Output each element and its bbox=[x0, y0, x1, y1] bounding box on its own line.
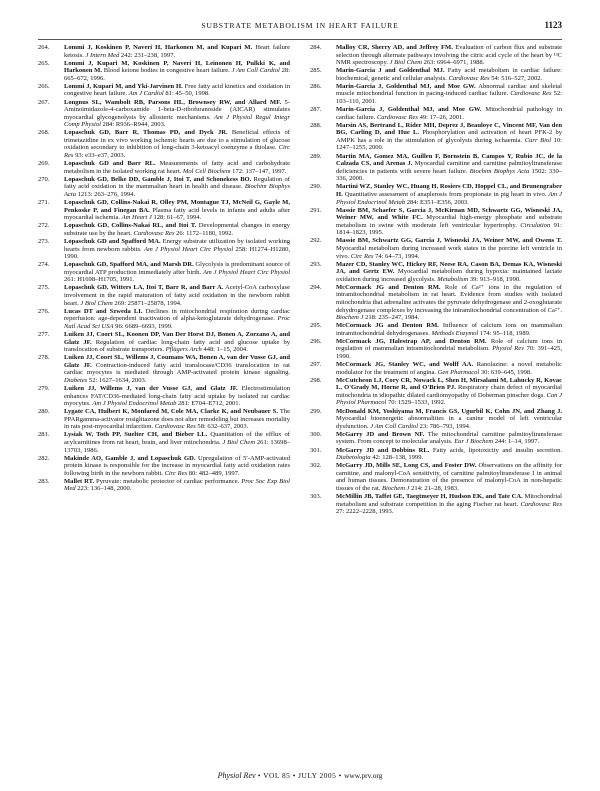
reference-journal: Pflügers Arch bbox=[165, 346, 202, 354]
reference-journal: Eur J Biochem bbox=[454, 438, 494, 446]
reference-title: Acetyl-CoA carboxylase involvement in the rapid maturation of fatty acid oxidation in the newborn rabbit heart. bbox=[64, 284, 290, 307]
reference-citation: 74: 64–73, 1994. bbox=[373, 252, 420, 260]
reference-title: 5-Aminoimidazole-4-carboxamide 1-beta-D-ribofuranoside (AICAR) stimulates myocardial glycogenolysis by allosteric mechanisms. bbox=[64, 98, 290, 121]
reference-citation: 174: 95–118, 1989. bbox=[478, 329, 531, 337]
reference-citation: 1502: 330–336, 2000. bbox=[336, 167, 563, 183]
reference-title: Myocardial high-energy phosphate and substrate metabolism in swine with moderate left ventricular hypertrophy. bbox=[336, 214, 562, 229]
reference-authors: Massie BM, Schwartz GG, Garcia J, Wisneski JA, Weiner MW, and Owens T. bbox=[336, 237, 562, 245]
reference-entry bbox=[38, 199, 290, 222]
reference-number: 299. bbox=[310, 407, 322, 415]
reference-authors: Mazer CD, Stanley WC, Hickey RF, Neese RA, Cason BA, Demas KA, Wisneski JA, and Gertz EW. bbox=[336, 260, 562, 276]
reference-journal: Physiol Rev bbox=[492, 345, 525, 353]
reference-number: 270. bbox=[38, 175, 50, 183]
reference-entry bbox=[310, 322, 562, 337]
reference-citation: 448: 1–15, 2004. bbox=[201, 346, 248, 354]
reference-number: 290. bbox=[310, 183, 322, 191]
reference-entry bbox=[310, 261, 562, 284]
reference-title: Blood ketone bodies in congestive heart failure. bbox=[101, 67, 232, 75]
reference-authors: Mallet RT. bbox=[64, 477, 95, 485]
reference-entry bbox=[38, 99, 290, 129]
reference-title: Mitochondrial metabolism and substrate competition in the aging Fischer rat heart. bbox=[336, 493, 562, 508]
reference-entry bbox=[310, 408, 562, 431]
reference-title: Respiratory chain defect of myocardial mitochondria in idiopathic dilated cardiomyopathy of Doberman pinscher dogs. bbox=[336, 384, 562, 399]
reference-citation: 244: 1–14, 1997. bbox=[493, 438, 540, 446]
reference-entry bbox=[310, 207, 562, 237]
reference-entry bbox=[310, 153, 562, 183]
reference-authors: Marin-Garcia J, Goldenthal MJ, and Moe GW. bbox=[336, 106, 482, 114]
reference-journal: Am Heart J bbox=[121, 214, 152, 222]
reference-number: 294. bbox=[310, 283, 322, 291]
reference-entry bbox=[38, 83, 290, 98]
reference-number: 274. bbox=[38, 261, 50, 269]
reference-entry bbox=[310, 44, 562, 67]
reference-authors: Luiken JJ, Willems J, van der Vusse GJ, and Glatz JF. bbox=[64, 384, 238, 392]
reference-journal: Metabolism bbox=[437, 275, 469, 283]
page-number: 1123 bbox=[544, 20, 562, 30]
reference-authors: McCormack JG, Halestrap AP, and Denton RM. bbox=[336, 337, 487, 345]
reference-number: 291. bbox=[310, 206, 322, 214]
reference-citation: 91: 1814–1823, 1995. bbox=[336, 221, 562, 237]
reference-title: Pyruvate: metabolic protector of cardiac performance. bbox=[94, 477, 242, 485]
reference-journal: Cardiovasc Res bbox=[520, 500, 562, 508]
reference-number: 292. bbox=[310, 237, 322, 245]
reference-journal: Circulation bbox=[520, 221, 551, 229]
reference-authors: McCormack JG and Denton RM. bbox=[336, 322, 439, 330]
reference-title: Abnormal cardiac and skeletal muscle mitochondrial function in pacing-induced cardiac failure. bbox=[336, 82, 562, 98]
reference-number: 296. bbox=[310, 337, 322, 345]
reference-citation: 1213: 263–276, 1994. bbox=[76, 190, 136, 198]
reference-title: Plasma fatty acid levels in infants and adults after myocardial ischemia. bbox=[64, 206, 290, 222]
reference-citation: 52: 1627–1634, 2003. bbox=[87, 376, 147, 384]
reference-number: 287. bbox=[310, 106, 322, 114]
reference-citation: 23: 786–793, 1994. bbox=[418, 422, 471, 430]
reference-title: Beneficial effects of trimetazidine in ex vivo working ischemic hearts are due to a stimulation of glucose oxidation secondary to inhibition of long-chain 3-ketoacyl coenzyme a thiolase. bbox=[64, 129, 290, 152]
reference-entry bbox=[310, 377, 562, 407]
reference-title: The mitochondrial carnitine palmitoyltransferase system. From concept to molecular analysis. bbox=[336, 430, 563, 446]
reference-entry bbox=[38, 455, 290, 478]
reference-journal: Cardiovasc Res bbox=[133, 229, 175, 237]
reference-journal: Biochem J bbox=[336, 314, 364, 322]
reference-title: Regulation of fatty acid oxidation in the mammalian heart in health and disease. bbox=[64, 175, 290, 191]
reference-authors: Marin-Garcia J and Goldenthal MJ. bbox=[336, 67, 445, 75]
reference-number: 300. bbox=[310, 430, 322, 438]
reference-number: 280. bbox=[38, 408, 50, 416]
reference-citation: 261: 13698–13703, 1986. bbox=[64, 438, 290, 454]
reference-authors: McMillin JB, Taffet GE, Taegtmeyer H, Hudson EK, and Tate CA. bbox=[336, 493, 523, 500]
reference-number: 272. bbox=[38, 222, 50, 230]
reference-number: 279. bbox=[38, 384, 50, 392]
reference-citation: 96: 6689–6693, 1999. bbox=[113, 322, 173, 330]
reference-journal: Am J Physiol Heart Circ Physiol bbox=[144, 245, 234, 253]
reference-title: Regulation of cardiac long-chain fatty acid and glucose uptake by translocation of substrate transporters. bbox=[64, 338, 290, 354]
reference-title: Influence of calcium ions on mammalian intramitochondrial dehydrogenases. bbox=[336, 322, 562, 337]
reference-journal: J Am Coll Cardiol bbox=[370, 422, 419, 430]
reference-journal: Biochim Biophys Acta bbox=[64, 183, 290, 198]
reference-authors: Massie BM, Schaefer S, Garcia J, McKirnan MD, Schwartz GG, Wisneski JA, Weiner MW, and White FC. bbox=[336, 206, 562, 222]
reference-citation: 218: 235–247, 1984. bbox=[363, 314, 420, 322]
reference-title: Measurements of fatty acid and carbohydrate metabolism in the isolated working rat heart. bbox=[64, 160, 290, 175]
reference-citation: 70: 391–425, 1990. bbox=[336, 345, 562, 360]
reference-entry bbox=[38, 284, 290, 307]
reference-title: Upregulation of 5′-AMP-activated protein kinase is responsible for the increase in myocardial fatty acid oxidation rates following birth in the newborn rabbit. bbox=[64, 454, 290, 477]
reference-citation: 258: H1274–H1280, 1990. bbox=[64, 245, 290, 261]
reference-citation: 223: 136–148, 2000. bbox=[75, 485, 132, 493]
reference-journal: Methods Enzymol bbox=[431, 329, 479, 337]
reference-number: 267. bbox=[38, 98, 50, 106]
reference-citation: 27: 2222–2228, 1993. bbox=[336, 508, 394, 516]
reference-entry bbox=[310, 183, 562, 206]
reference-citation: 70: 1529–1533, 1992. bbox=[386, 399, 446, 407]
reference-entry bbox=[38, 431, 290, 454]
reference-journal: Curr Biol bbox=[524, 136, 552, 144]
reference-entry bbox=[38, 478, 290, 493]
reference-citation: 214: 21–28, 1983. bbox=[409, 484, 459, 492]
reference-authors: Lommi J, Kupari M, Koskinen P, Naveri H, Leinonen H, Pulkki K, and Harkonen M. bbox=[64, 59, 290, 75]
reference-citation: 128: 61–67, 1994. bbox=[151, 214, 202, 222]
footer-volume: • VOL 85 • JULY 2005 • bbox=[255, 771, 345, 780]
reference-entry bbox=[38, 331, 290, 354]
reference-title: Developmental changes in energy substrate use by the heart. bbox=[64, 222, 290, 237]
reference-number: 275. bbox=[38, 284, 50, 292]
reference-authors: Lopaschuk GD, Spafford MA, and Marsh DR. bbox=[64, 261, 194, 269]
reference-number: 295. bbox=[310, 322, 322, 330]
reference-title: Role of Ca²⁺ ions in the regulation of intramitochondrial metabolism in rat heart. Evidence from studies with isolated mitochondria that adrenaline activates the pyruvate dehydrogenase and 2-oxoglutarate dehydrogenase complexes by increasing the intramitochondrial concentration of Ca²⁺. bbox=[336, 283, 562, 314]
reference-number: 276. bbox=[38, 307, 50, 315]
page-header bbox=[0, 20, 600, 34]
reference-authors: Lopaschuk GD, Witters LA, Itoi T, Barr R, and Barr A. bbox=[64, 284, 224, 292]
reference-entry bbox=[310, 106, 562, 121]
reference-title: Glycolysis is predominant source of myocardial ATP production immediately after birth. bbox=[64, 261, 291, 276]
reference-entry bbox=[310, 431, 562, 446]
reference-authors: McGarry JD, Mills SE, Long CS, and Foster DW. bbox=[336, 462, 477, 470]
reference-citation: 81: 45–50, 1998. bbox=[163, 90, 210, 98]
reference-authors: Lommi J, Kupari M, and Yki-Jarvinen H. bbox=[64, 82, 183, 90]
reference-entry bbox=[38, 385, 290, 408]
reference-authors: Longnus SL, Wambolt RB, Parsons HL, Brownsey RW, and Allard MF. bbox=[64, 98, 282, 106]
reference-journal: Gen Pharmacol bbox=[437, 368, 480, 376]
reference-citation: 281: E704–E712, 2001. bbox=[176, 400, 241, 408]
reference-entry bbox=[310, 338, 562, 361]
reference-authors: Martini WZ, Stanley WC, Huang H, Rosiers CD, Hoppel CL, and Brunengraber H. bbox=[336, 183, 562, 198]
reference-number: 283. bbox=[38, 477, 50, 485]
reference-entry bbox=[310, 361, 562, 376]
reference-journal: Am J Physiol Endocrinol Metab bbox=[92, 400, 177, 408]
reference-number: 266. bbox=[38, 82, 50, 90]
reference-title: Phosphorylation and activation of heart PFK-2 by AMPK has a role in the stimulation of glycolysis during ischaemia. bbox=[336, 129, 562, 144]
reference-entry bbox=[38, 408, 290, 431]
reference-citation: 28: 665–672, 1996. bbox=[64, 67, 290, 82]
reference-citation: 269: 25871–25878, 1994. bbox=[112, 299, 182, 307]
reference-citation: 26: 1172–1180, 1992. bbox=[174, 229, 234, 237]
reference-number: 282. bbox=[38, 454, 50, 462]
reference-citation: 242: 231–238, 1997. bbox=[119, 51, 176, 59]
reference-number: 271. bbox=[38, 199, 50, 207]
reference-journal: Proc Soc Exp Biol Med bbox=[64, 477, 290, 493]
reference-entry bbox=[38, 308, 290, 331]
reference-authors: McCormack JG, Stanley WC, and Wolff AA. bbox=[336, 361, 474, 369]
reference-title: Contraction-induced fatty acid translocase/CD36 translocation in rat cardiac myocytes is mediated through AMP-activated protein kinase signaling. bbox=[64, 361, 290, 377]
reference-journal: J Biol Chem bbox=[389, 59, 422, 67]
reference-citation: 261: H1698–H1705, 1991. bbox=[64, 276, 135, 284]
reference-authors: McDonald KM, Yoshiyama M, Francis GS, Ugurbil K, Cohn JN, and Zhang J. bbox=[336, 407, 562, 415]
reference-journal: J Biol Chem bbox=[80, 299, 113, 307]
reference-entry bbox=[310, 284, 562, 322]
reference-citation: 263: 6964–6971, 1988. bbox=[421, 59, 485, 67]
reference-authors: Lopaschuk GD, Collins-Nakai R, Olley PM, Montague TJ, McNeil G, Gayle M, Penkoske P, and Finegan BA. bbox=[64, 199, 290, 214]
reference-journal: Can J Physiol Pharmacol bbox=[336, 391, 563, 407]
reference-title: Quantitation of the efflux of acylcarnitines from rat heart, brain, and liver mitochondria. bbox=[64, 431, 290, 446]
reference-entry bbox=[38, 160, 290, 175]
reference-title: Declines in mitochondrial respiration during cardiac reperfusion: age-dependent inactivation of alpha-ketoglutarate dehydrogenase. bbox=[64, 307, 290, 323]
reference-authors: McCutcheon LJ, Cory CR, Nowack L, Shen H, Mirsalami M, Lahucky R, Kovac L, O'Grady M, Horne R, and O'Brien PJ. bbox=[336, 376, 562, 392]
reference-title: Fatty acid metabolism in cardiac failure: biochemical, genetic and cellular analysis. bbox=[336, 67, 563, 82]
reference-citation: 39: 913–918, 1990. bbox=[468, 275, 521, 283]
reference-entry bbox=[310, 83, 562, 106]
reference-title: Free fatty acid kinetics and oxidation in congestive heart failure. bbox=[64, 82, 290, 98]
reference-journal: Proc Natl Acad Sci USA bbox=[64, 315, 290, 330]
reference-title: Energy substrate utilization by isolated working hearts from newborn rabbits. bbox=[64, 238, 291, 253]
reference-title: Fatty acids, lipotoxicity and insulin secretion. bbox=[429, 446, 562, 454]
reference-number: 288. bbox=[310, 121, 322, 129]
reference-authors: Lommi J, Koskinen P, Naveri H, Harkonen M, and Kupari M. bbox=[64, 44, 253, 51]
reference-number: 273. bbox=[38, 238, 50, 246]
reference-citation: 30: 639–645, 1998. bbox=[479, 368, 532, 376]
reference-title: Mitochondrial pathology in cardiac failure. bbox=[336, 106, 562, 121]
reference-authors: Lopaschuk GD, Barr R, Thomas PD, and Dyck JR. bbox=[64, 129, 228, 137]
reference-entry bbox=[38, 238, 290, 261]
reference-citation: 284: R936–R944, 2003. bbox=[100, 121, 166, 129]
reference-number: 277. bbox=[38, 330, 50, 338]
reference-entry bbox=[38, 261, 290, 284]
reference-column-left bbox=[38, 44, 290, 494]
reference-citation: 93: e33–e37, 2003. bbox=[73, 152, 126, 160]
running-head: SUBSTRATE METABOLISM IN HEART FAILURE bbox=[201, 21, 399, 30]
reference-title: Evaluation of carbon flux and substrate selection through alternate pathways involving the citric acid cycle of the heart by ¹³C NMR spectroscopy. bbox=[336, 44, 562, 67]
reference-authors: Lopaschuk GD, Collins-Nakai RL, and Itoi T. bbox=[64, 222, 197, 230]
reference-number: 278. bbox=[38, 354, 50, 362]
reference-title: Quantitative assessment of anaplerosis from propionate in pig heart in vivo. bbox=[342, 190, 549, 198]
reference-column-right bbox=[310, 44, 562, 516]
reference-entry bbox=[38, 354, 290, 384]
reference-authors: Lopaschuk GD and Barr RL. bbox=[64, 160, 156, 168]
reference-title: Electrostimulation enhances FAT/CD36-mediated long-chain fatty acid uptake by isolated rat cardiac myocytes. bbox=[64, 384, 290, 408]
reference-journal: Cardiovasc Res bbox=[154, 423, 196, 431]
reference-citation: 80: 482–489, 1997. bbox=[187, 469, 240, 477]
reference-entry bbox=[310, 122, 562, 152]
reference-citation: 42: 128–138, 1999. bbox=[370, 454, 424, 462]
reference-entry bbox=[310, 67, 562, 82]
reference-title: Myocardial metabolism during hypoxia: maintained lactate oxidation during increased glycolysis. bbox=[336, 268, 563, 283]
reference-title: Myocardial carnitine and carnitine palmitoyltransferase deficiencies in patients with severe heart failure. bbox=[336, 160, 562, 175]
reference-journal: Circ Res bbox=[350, 252, 374, 260]
header-rule bbox=[38, 39, 562, 40]
reference-authors: McCormack JG and Denton RM. bbox=[336, 283, 441, 291]
reference-authors: Makinde AO, Gamble J, and Lopaschuk GD. bbox=[64, 454, 196, 462]
footer-journal: Physiol Rev bbox=[217, 771, 256, 780]
reference-authors: Malloy CR, Sherry AD, and Jeffrey FM. bbox=[336, 44, 453, 51]
reference-title: Myocardial bioenergetic abnormalities in a canine model of left ventricular dysfunction. bbox=[336, 415, 562, 430]
reference-entry bbox=[38, 222, 290, 237]
reference-number: 265. bbox=[38, 59, 50, 67]
reference-journal: Circ Res bbox=[164, 469, 188, 477]
reference-number: 303. bbox=[310, 493, 322, 500]
reference-journal: Mol Cell Biochem bbox=[182, 167, 231, 175]
reference-citation: 54: 516–527, 2002. bbox=[489, 74, 543, 82]
reference-title: Role of calcium ions in regulation of mammalian intramitochondrial metabolism. bbox=[336, 337, 562, 353]
reference-authors: McGarry JD and Dobbins RL. bbox=[336, 446, 430, 454]
page-footer bbox=[0, 771, 600, 780]
reference-number: 302. bbox=[310, 462, 322, 470]
reference-entry bbox=[310, 493, 562, 516]
reference-authors: Lygate CA, Hulbert K, Monfared M, Cole MA, Clarke K, and Neubauer S. bbox=[64, 408, 278, 416]
reference-journal: Am J Physiol Endocrinol Metab bbox=[336, 190, 562, 206]
reference-authors: Lysiak W, Toth PP, Suelter CH, and Bieber LL. bbox=[64, 431, 208, 439]
reference-authors: Luiken JJ, Coort SL, Willems J, Coumans WA, Bonen A, van der Vusse GJ, and Glatz JF. bbox=[64, 354, 290, 369]
reference-authors: Lucas DT and Szweda LI. bbox=[64, 307, 143, 315]
reference-number: 284. bbox=[310, 44, 322, 51]
reference-journal: Biochim Biophys Acta bbox=[469, 167, 530, 175]
reference-journal: J Am Coll Cardiol bbox=[231, 67, 280, 75]
reference-authors: McGarry JD and Brown NF. bbox=[336, 430, 425, 438]
reference-title: Heart failure ketosis. bbox=[64, 44, 290, 59]
reference-number: 285. bbox=[310, 67, 322, 75]
reference-title: Observations on the affinity for carnitine, and malonyl-CoA sensitivity, of carnitine palmitoyltransferase I in animal and human tissues. Demonstration of the presence of malonyl-CoA in non-hepatic tissues of the rat. bbox=[336, 462, 563, 492]
reference-number: 264. bbox=[38, 44, 50, 51]
reference-journal: Am J Physiol Heart Circ Physiol bbox=[202, 268, 291, 276]
reference-entry bbox=[310, 237, 562, 260]
reference-authors: Lopaschuk GD and Spafford MA. bbox=[64, 238, 161, 246]
reference-citation: 52: 103–110, 2001. bbox=[336, 90, 562, 106]
reference-number: 293. bbox=[310, 260, 322, 268]
reference-entry bbox=[310, 447, 562, 462]
reference-citation: 10: 1247–1255, 2000. bbox=[336, 136, 562, 152]
reference-title: Ranolazine: a novel metabolic modulator for the treatment of angina. bbox=[336, 361, 562, 376]
reference-citation: 284: E351–E356, 2003. bbox=[405, 198, 469, 206]
reference-authors: Martin MA, Gomez MA, Guillen F, Bornstein B, Campos Y, Rubio JC, de la Calzada CS, and Arenas J. bbox=[336, 152, 562, 168]
reference-authors: Marsin AS, Bertrand L, Rider MH, Deprez J, Beauloye C, Vincent MF, Van den BG, Carling D, and Hue L. bbox=[336, 121, 562, 137]
reference-authors: Marin-Garcia J, Goldenthal MJ, and Moe GW. bbox=[336, 82, 476, 90]
reference-journal: Circ Res bbox=[64, 144, 290, 160]
reference-number: 289. bbox=[310, 152, 322, 160]
reference-journal: Biochem J bbox=[382, 484, 410, 492]
reference-number: 286. bbox=[310, 82, 322, 90]
reference-number: 298. bbox=[310, 376, 322, 384]
footer-website: www.prv.org bbox=[344, 771, 383, 780]
reference-number: 297. bbox=[310, 361, 322, 369]
reference-journal: Cardiovasc Res bbox=[448, 74, 490, 82]
reference-journal: Am J Cardiol bbox=[128, 90, 164, 98]
reference-journal: Diabetes bbox=[64, 376, 88, 384]
reference-citation: 58: 632–637, 2003. bbox=[195, 423, 249, 431]
reference-entry bbox=[38, 60, 290, 83]
reference-journal: Am J Physiol Regul Integr Comp Physiol bbox=[64, 113, 291, 129]
reference-authors: Lopaschuk GD, Belke DD, Gamble J, Itoi T, and Schonekess BO. bbox=[64, 175, 252, 183]
reference-journal: Cardiovasc Res bbox=[510, 90, 552, 98]
reference-entry bbox=[38, 44, 290, 59]
reference-journal: J Intern Med bbox=[85, 51, 120, 59]
reference-title: The PPARgamma-activator rosiglitazone does not alter remodeling but increases mortality in rats post-myocardial infarction. bbox=[64, 408, 291, 431]
reference-entry bbox=[38, 176, 290, 199]
reference-journal: J Biol Chem bbox=[222, 438, 256, 446]
reference-number: 268. bbox=[38, 129, 50, 137]
reference-number: 269. bbox=[38, 160, 50, 168]
reference-number: 281. bbox=[38, 431, 50, 439]
reference-journal: Diabetologia bbox=[336, 454, 371, 462]
reference-authors: Luiken JJ, Coort SL, Koonen DP, Van Der Horst DJ, Bonen A, Zorzano A, and Glatz JF. bbox=[64, 330, 290, 346]
reference-number: 301. bbox=[310, 446, 322, 454]
reference-title: Myocardial metabolism during increased work states in the porcine left ventricle in vivo. bbox=[336, 244, 562, 260]
reference-entry bbox=[310, 462, 562, 492]
reference-entry bbox=[38, 129, 290, 159]
reference-citation: 172: 137–147, 1997. bbox=[230, 167, 287, 175]
reference-citation: 49: 17–26, 2001. bbox=[417, 113, 464, 121]
reference-journal: Cardiovasc Res bbox=[376, 113, 418, 121]
